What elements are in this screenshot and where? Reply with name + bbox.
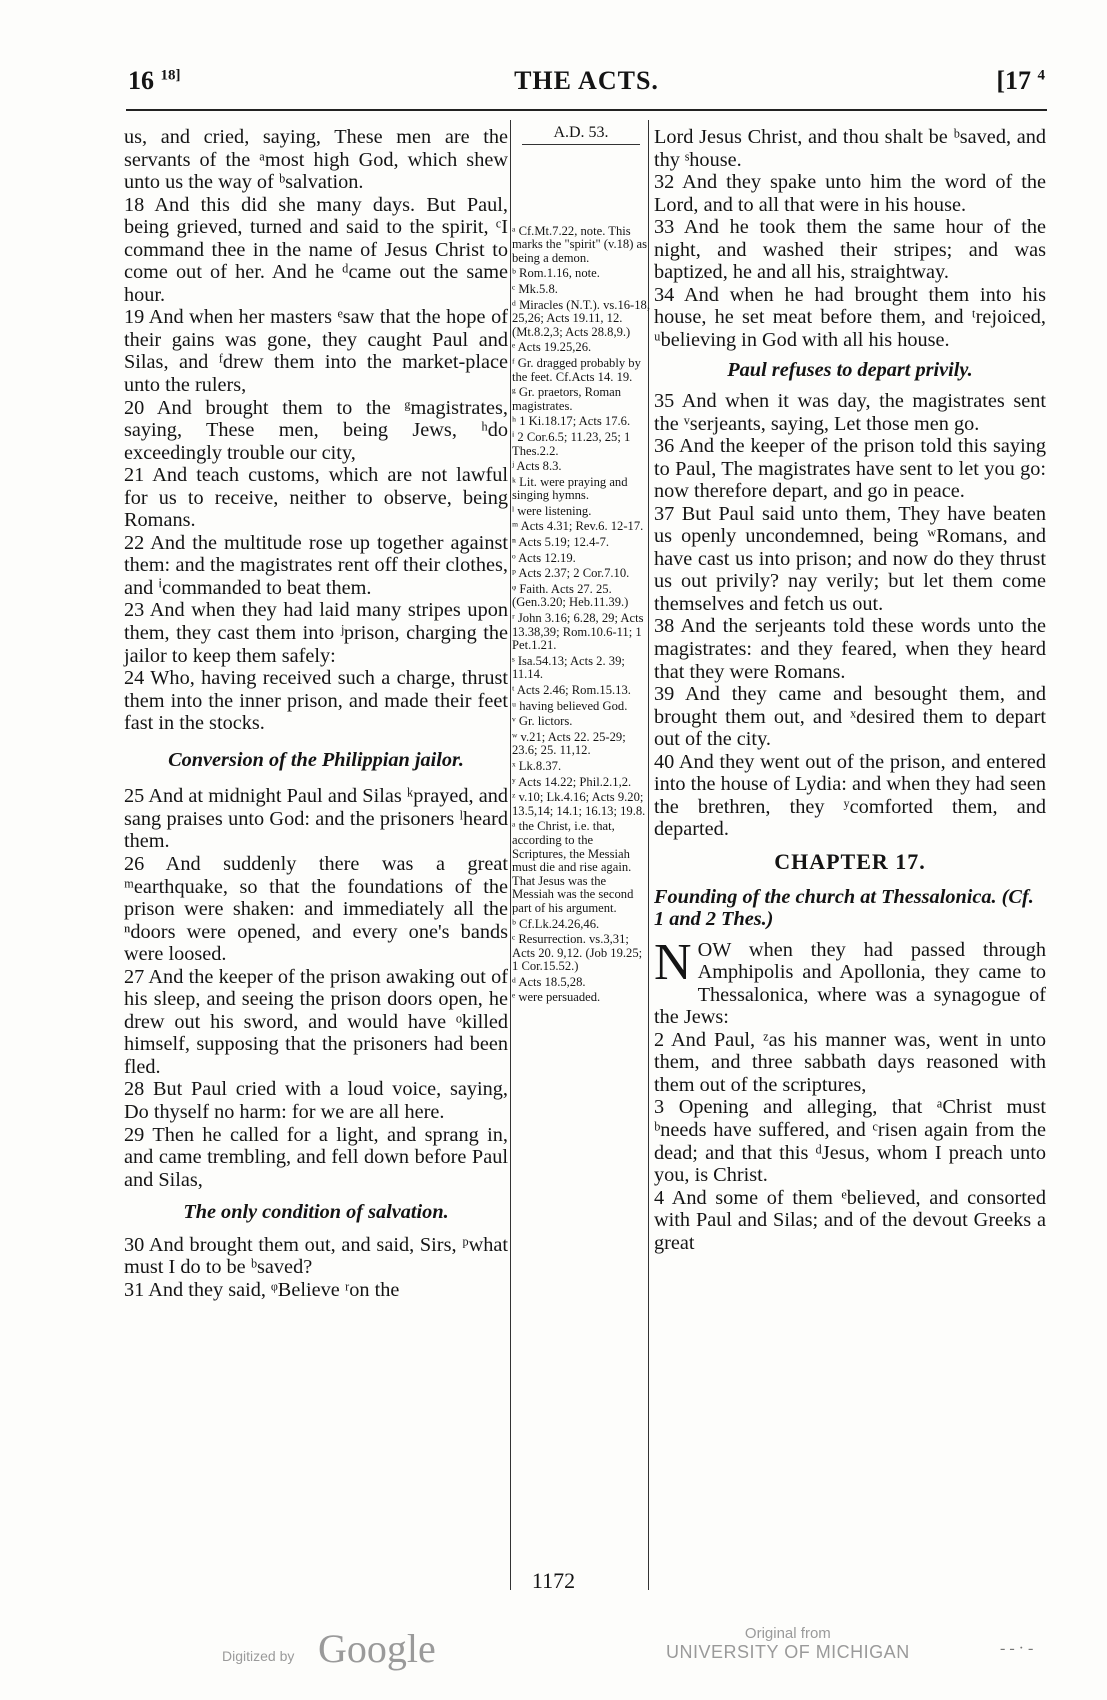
verse-paragraph: NOW when they had passed through Amphipolis and Apollonia, they came to Thessalonica, where was a synagogue of the Jews: [654,933,1046,1029]
verse-paragraph: 21 And teach customs, which are not lawful for us to receive, neither to observe, being Romans. [124,464,508,532]
reference-note: ᵐ Acts 4.31; Rev.6. 12-17. [512,519,644,534]
reference-note: ᵈ Acts 18.5,28. [512,974,586,989]
verse-paragraph: 25 And at midnight Paul and Silas ᵏprayed, and sang praises unto God: and the prisoners ˡheard them. [124,785,508,853]
right-text-column [654,126,1046,1254]
reference-note: ᵏ Lit. were praying and singing hymns. [512,474,628,503]
reference-note: ᵛ Gr. lictors. [512,714,573,729]
reference-note: ᵉ Acts 19.25,26. [512,340,592,355]
reference-note: ᵖ Acts 2.37; 2 Cor.7.10. [512,566,630,581]
date-rule [522,144,640,145]
verse-paragraph: 23 And when they had laid many stripes upon them, they cast them into ʲprison, charging the jailor to keep them safely: [124,599,508,667]
verse-paragraph: 36 And the keeper of the prison told this saying to Paul, The magistrates have sent to let you go: now therefore depart, and go in peace. [654,435,1046,503]
reference-note: ᶜ Mk.5.8. [512,281,558,296]
reference-note: ʸ Acts 14.22; Phil.2.1,2. [512,774,632,789]
google-logo: Google [318,1626,436,1671]
verse-paragraph: 22 And the multitude rose up together against them: and the magistrates rent off their clothes, and ⁱcommanded to beat them. [124,531,508,599]
verse-paragraph: 35 And when it was day, the magistrates sent the ᵛserjeants, saying, Let those men go. [654,390,1046,435]
drop-cap: N [654,933,692,991]
corner-marks: - - · - [1000,1640,1034,1657]
verse-paragraph: 38 And the serjeants told these words unto the magistrates: and they feared, when they heard that they were Romans. [654,615,1046,683]
reference-note: ˣ Lk.8.37. [512,758,562,773]
header-rule [126,109,1047,111]
reference-note: ˢ Isa.54.13; Acts 2. 39; 11.14. [512,653,625,682]
verse-paragraph: us, and cried, saying, These men are the servants of the ᵃmost high God, which shew unto us the way of ᵇsalvation. [124,126,508,194]
reference-note: ʳ John 3.16; 6.28, 29; Acts 13.38,39; Rom.10.6-11; 1 Pet.1.21. [512,611,644,653]
reference-note: ʲ Acts 8.3. [512,459,562,474]
verse-paragraph: 2 And Paul, ᶻas his manner was, went in unto them, and three sabbath days reasoned with them out of the scriptures, [654,1028,1046,1096]
reference-note: ᶻ v.10; Lk.4.16; Acts 9.20; 13.5,14; 14.1; 16.13; 19.8. [512,790,646,818]
section-heading: Founding of the church at Thessalonica. (Cf. 1 and 2 Thes.) [654,885,1034,931]
verse-paragraph: 4 And some of them ᵉbelieved, and consorted with Paul and Silas; and of the devout Greeks a great [654,1186,1046,1254]
page-number: 1172 [531,1568,576,1593]
verse-paragraph: 33 And he took them the same hour of the night, and washed their stripes; and was baptized, he and all his, straightway. [654,216,1046,284]
reference-note: ᵍ Gr. praetors, Roman magistrates. [512,385,622,413]
digitized-by-label: Digitized by [222,1648,295,1664]
verse-paragraph: 26 And suddenly there was a great ᵐearthquake, so that the foundations of the prison were shaken: and immediately all the ⁿdoors were opened, and every one's bands were loosed. [124,852,508,966]
verse-paragraph: 34 And when he had brought them into his house, he set meat before them, and ᵗrejoiced, ᵘbelieving in God with all his house. [654,283,1046,351]
source-attribution [666,1625,910,1663]
original-from-label: Original from [744,1625,831,1642]
reference-note: ᵇ Cf.Lk.24.26,46. [512,916,600,931]
section-heading: Conversion of the Philippian jailor. [168,748,464,771]
reference-note: ᵃ Cf.Mt.7.22, note. This marks the "spirit" (v.18) as being a demon. [512,223,648,265]
verse-paragraph: 29 Then he called for a light, and sprang in, and came trembling, and fell down before Paul and Silas, [124,1123,508,1191]
reference-note: ᵗ Acts 2.46; Rom.15.13. [512,683,631,697]
chapter-heading: CHAPTER 17. [774,848,926,874]
verse-paragraph: 30 And brought them out, and said, Sirs, ᵖwhat must I do to be ᵇsaved? [124,1233,508,1279]
verse-paragraph: 20 And brought them to the ᵍmagistrates, saying, These men, being Jews, ʰdo exceedingly trouble our city, [124,396,508,464]
column-divider-left [510,120,511,1590]
reference-note: ᵠ Faith. Acts 27. 25. (Gen.3.20; Heb.11.39.) [512,581,629,610]
reference-note: ᵒ Acts 12.19. [512,550,576,565]
verse-paragraph: 37 But Paul said unto them, They have beaten us openly uncondemned, being ʷRomans, and have cast us into prison; and now do they thrust us out privily? nay verily; but let them come themselves and fetch us out. [654,502,1046,615]
header-title: THE ACTS. [514,66,659,95]
verse-paragraph: 31 And they said, ᵠBelieve ʳon the [124,1278,400,1301]
verse-paragraph: Lord Jesus Christ, and thou shalt be ᵇsaved, and thy ˢhouse. [654,126,1046,171]
verse-paragraph: 3 Opening and alleging, that ᵃChrist must ᵇneeds have suffered, and ᶜrisen again from the dead; and that this ᵈJesus, whom I preach unto you, is Christ. [654,1096,1046,1187]
verse-paragraph: 18 And this did she many days. But Paul, being grieved, turned and said to the spirit, ᶜI command thee in the name of Jesus Christ to come out of her. And he ᵈcame out the same hour. [124,193,508,306]
verse-paragraph: 40 And they went out of the prison, and entered into the house of Lydia: and when they had seen the brethren, they ʸcomforted them, and departed. [654,750,1046,841]
reference-note: ᶠ Gr. dragged probably by the feet. Cf.Acts 14. 19. [512,355,641,384]
verse-paragraph: 39 And they came and besought them, and brought them out, and ˣdesired them to depart out of the city. [654,683,1046,751]
header-left: 16 $^{18]}$ [128,66,181,95]
reference-note: ⁿ Acts 5.19; 12.4-7. [512,535,610,550]
reference-note: ʰ 1 Ki.18.17; Acts 17.6. [512,414,631,429]
verse-paragraph: 24 Who, having received such a charge, thrust them into the inner prison, and made their feet fast in the stocks. [124,667,508,735]
running-header [128,66,1045,106]
university-label: UNIVERSITY OF MICHIGAN [666,1642,910,1662]
verse-paragraph: 32 And they spake unto him the word of the Lord, and to all that were in his house. [654,171,1046,216]
marginal-references [512,126,650,1007]
section-heading: The only condition of salvation. [183,1201,449,1224]
verse-paragraph: 27 And the keeper of the prison awaking out of his sleep, and seeing the prison doors open, he drew out his sword, and would have ᵒkilled himself, supposing that the prisoners had been fled. [124,965,508,1078]
reference-note: ʷ v.21; Acts 22. 25-29; 23.6; 25. 11,12. [512,729,626,758]
section-heading: Paul refuses to depart privily. [727,359,973,382]
date-label: A.D. 53. [553,124,609,141]
reference-note: ᵃ the Christ, i.e. that, according to the Scriptures, the Messiah must die and rise again. That Jesus was the Messiah was the second part of his argument. [512,819,634,915]
reference-note: ᵇ Rom.1.16, note. [512,266,600,281]
reference-note: ⁱ 2 Cor.6.5; 11.23, 25; 1 Thes.2.2. [512,429,631,458]
header-right: [17 $^4$ [996,66,1045,95]
reference-note: ᵈ Miracles (N.T.). vs.16-18, 25,26; Acts 19.11, 12. (Mt.8.2,3; Acts 28.8,9.) [512,297,650,339]
verse-paragraph: 28 But Paul cried with a loud voice, saying, Do thyself no harm: for we are all here. [124,1078,508,1123]
reference-note: ᶜ Resurrection. vs.3,31; Acts 20. 9,12. (Job 19.25; 1 Cor.15.52.) [512,932,643,974]
reference-note: ᵘ having believed God. [512,698,628,713]
verse-paragraph: 19 And when her masters ᵉsaw that the hope of their gains was gone, they caught Paul and Silas, and ᶠdrew them into the market-place unto the rulers, [124,306,508,397]
reference-note: ˡ were listening. [512,503,592,518]
reference-note: ᵉ were persuaded. [512,990,601,1005]
left-text-column [124,126,508,1301]
